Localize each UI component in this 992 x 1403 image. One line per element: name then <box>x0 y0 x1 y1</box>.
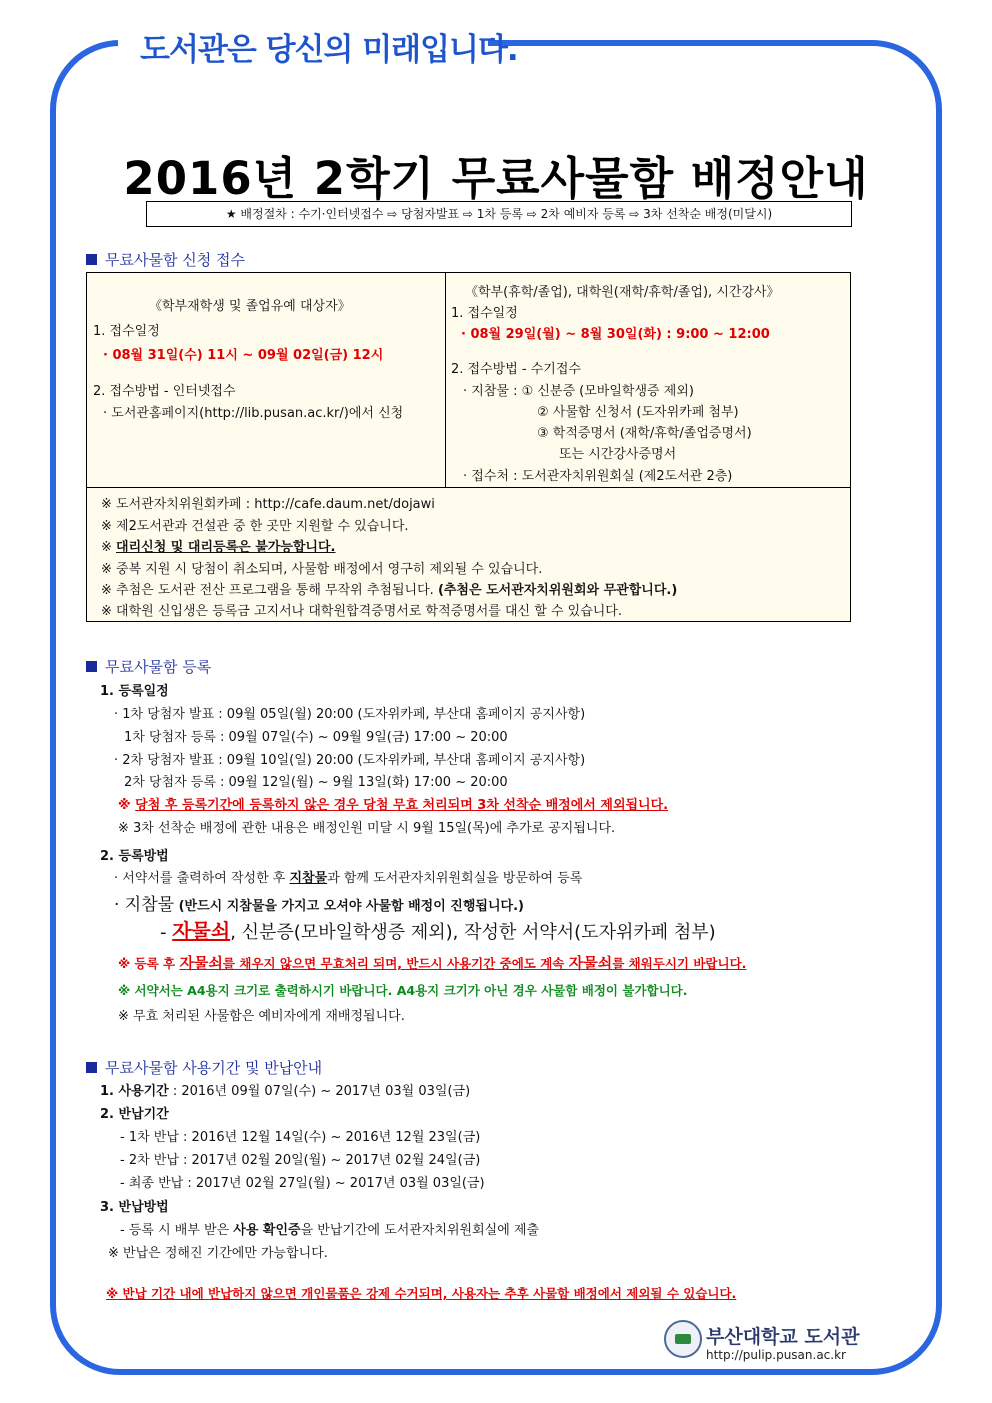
return-final: - 최종 반납 : 2017년 02월 27일(월) ~ 2017년 03월 03일(금) <box>120 1176 485 1191</box>
note-grad-students: ※ 대학원 신입생은 등록금 고지서나 대학원합격증명서로 학적증명서를 대신 할 수 있습니다. <box>101 604 622 619</box>
return-note: ※ 반납은 정해진 기간에만 가능합니다. <box>108 1246 328 1261</box>
reg-a4-note: ※ 서약서는 A4용지 크기로 출력하시기 바랍니다. A4용지 크기가 아닌 경우 사물함 배정이 불가합니다. <box>118 983 688 998</box>
left-method-value: · 도서관홈페이지(http://lib.pusan.ac.kr/)에서 신청 <box>103 406 404 421</box>
reg-lock-warning: ※ 등록 후 자물쇠를 채우지 않으면 무효처리 되며, 반드시 사용기간 중에도 계속 자물쇠를 채워두시기 바랍니다. <box>118 954 747 972</box>
right-method-label: 2. 접수방법 - 수기접수 <box>451 362 581 377</box>
section-heading-return: 무료사물함 사용기간 및 반납안내 <box>86 1057 322 1078</box>
section-heading-registration: 무료사물함 등록 <box>86 656 211 677</box>
note-no-proxy: ※ 대리신청 및 대리등록은 불가능합니다. <box>101 540 336 555</box>
note-cafe: ※ 도서관자치위원회카페 : http://cafe.daum.net/dojawi <box>101 497 435 512</box>
return-method-line: - 등록 시 배부 받은 사용 확인증을 반납기간에 도서관자치위원회실에 제출 <box>120 1223 540 1238</box>
left-schedule-value: · 08월 31일(수) 11시 ~ 09월 02일(금) 12시 <box>103 348 384 363</box>
university-seal-icon <box>664 1320 702 1358</box>
note-duplicate: ※ 중복 지원 시 당첨이 취소되며, 사물함 배정에서 영구히 제외될 수 있습니다. <box>101 562 543 577</box>
reg-round2-register: 2차 당첨자 등록 : 09월 12일(월) ~ 9월 13일(화) 17:00 ~ 20:00 <box>124 775 508 790</box>
footer-org: 부산대학교 도서관 <box>706 1326 860 1348</box>
row-divider <box>87 487 850 488</box>
reg-void-note: ※ 무효 처리된 사물함은 예비자에게 재배정됩니다. <box>118 1009 405 1024</box>
right-item-2: ② 사물함 신청서 (도자위카페 첨부) <box>537 405 739 420</box>
left-schedule-label: 1. 접수일정 <box>93 324 160 339</box>
reg-method-line: · 서약서를 출력하여 작성한 후 지참물과 함께 도서관자치위원회실을 방문하여 등록 <box>114 871 583 886</box>
right-schedule-value: · 08월 29일(월) ~ 8월 30일(화) : 9:00 ~ 12:00 <box>461 327 770 342</box>
return-round2: - 2차 반납 : 2017년 02월 20일(월) ~ 2017년 02월 24일(금) <box>120 1153 481 1168</box>
return-round1: - 1차 반납 : 2016년 12월 14일(수) ~ 2016년 12월 23일(금) <box>120 1130 481 1145</box>
application-info-box <box>86 272 851 622</box>
return-warning: ※ 반납 기간 내에 반납하지 않으면 개인물품은 강제 수거되며, 사용자는 추후 사물함 배정에서 제외될 수 있습니다. <box>106 1286 737 1301</box>
reg-schedule-heading: 1. 등록일정 <box>100 684 169 699</box>
reg-round1-announce: · 1차 당첨자 발표 : 09월 05일(월) 20:00 (도자위카페, 부산대 홈페이지 공지사항) <box>114 707 586 722</box>
reg-third-round-note: ※ 3차 선착순 배정에 관한 내용은 배정인원 미달 시 9월 15일(목)에 추가로 공지됩니다. <box>118 821 616 836</box>
right-item-1: · 지참물 : ① 신분증 (모바일학생증 제외) <box>463 384 694 399</box>
column-divider <box>445 273 446 487</box>
square-bullet-icon <box>86 1062 97 1073</box>
procedure-box: ★ 배정절차 : 수기·인터넷접수 ⇨ 당첨자발표 ⇨ 1차 등록 ⇨ 2차 예비자 등록 ⇨ 3차 선착순 배정(미달시) <box>146 201 852 227</box>
return-method-heading: 3. 반납방법 <box>100 1200 169 1215</box>
usage-period: 1. 사용기간 : 2016년 09월 07일(수) ~ 2017년 03월 03일(금) <box>100 1084 471 1099</box>
reg-items-list: - 자물쇠, 신분증(모바일학생증 제외), 작성한 서약서(도자위카페 첨부) <box>160 919 716 943</box>
right-item-3b: 또는 시간강사증명서 <box>559 447 677 462</box>
return-period-heading: 2. 반납기간 <box>100 1107 169 1122</box>
left-method-label: 2. 접수방법 - 인터넷접수 <box>93 384 236 399</box>
right-group-title: 《학부(휴학/졸업), 대학원(재학/휴학/졸업), 시간강사》 <box>465 285 780 300</box>
reg-items-line: · 지참물 (반드시 지참물을 가지고 오셔야 사물함 배정이 진행됩니다.) <box>114 895 524 915</box>
slogan: 도서관은 당신의 미래입니다. <box>140 32 518 68</box>
right-item-3: ③ 학적증명서 (재학/휴학/졸업증명서) <box>537 426 752 441</box>
note-lottery: ※ 추첨은 도서관 전산 프로그램을 통해 무작위 추첨됩니다. (추첨은 도서관자치위원회와 무관합니다.) <box>101 583 678 598</box>
right-schedule-label: 1. 접수일정 <box>451 306 518 321</box>
right-location: · 접수처 : 도서관자치위원회실 (제2도서관 2층) <box>463 469 733 484</box>
page-title: 2016년 2학기 무료사물함 배정안내 <box>123 152 869 205</box>
square-bullet-icon <box>86 661 97 672</box>
left-group-title: 《학부재학생 및 졸업유예 대상자》 <box>149 299 351 314</box>
note-one-place: ※ 제2도서관과 건설관 중 한 곳만 지원할 수 있습니다. <box>101 519 409 534</box>
section-heading-application: 무료사물함 신청 접수 <box>86 249 245 270</box>
reg-method-heading: 2. 등록방법 <box>100 849 169 864</box>
square-bullet-icon <box>86 254 97 265</box>
reg-warning: ※ 당첨 후 등록기간에 등록하지 않은 경우 당첨 무효 처리되며 3차 선착순 배정에서 제외됩니다. <box>118 798 669 813</box>
reg-round2-announce: · 2차 당첨자 발표 : 09월 10일(일) 20:00 (도자위카페, 부산대 홈페이지 공지사항) <box>114 753 586 768</box>
footer-url[interactable]: http://pulip.pusan.ac.kr <box>706 1348 846 1362</box>
reg-round1-register: 1차 당첨자 등록 : 09월 07일(수) ~ 09월 9일(금) 17:00 ~ 20:00 <box>124 730 508 745</box>
